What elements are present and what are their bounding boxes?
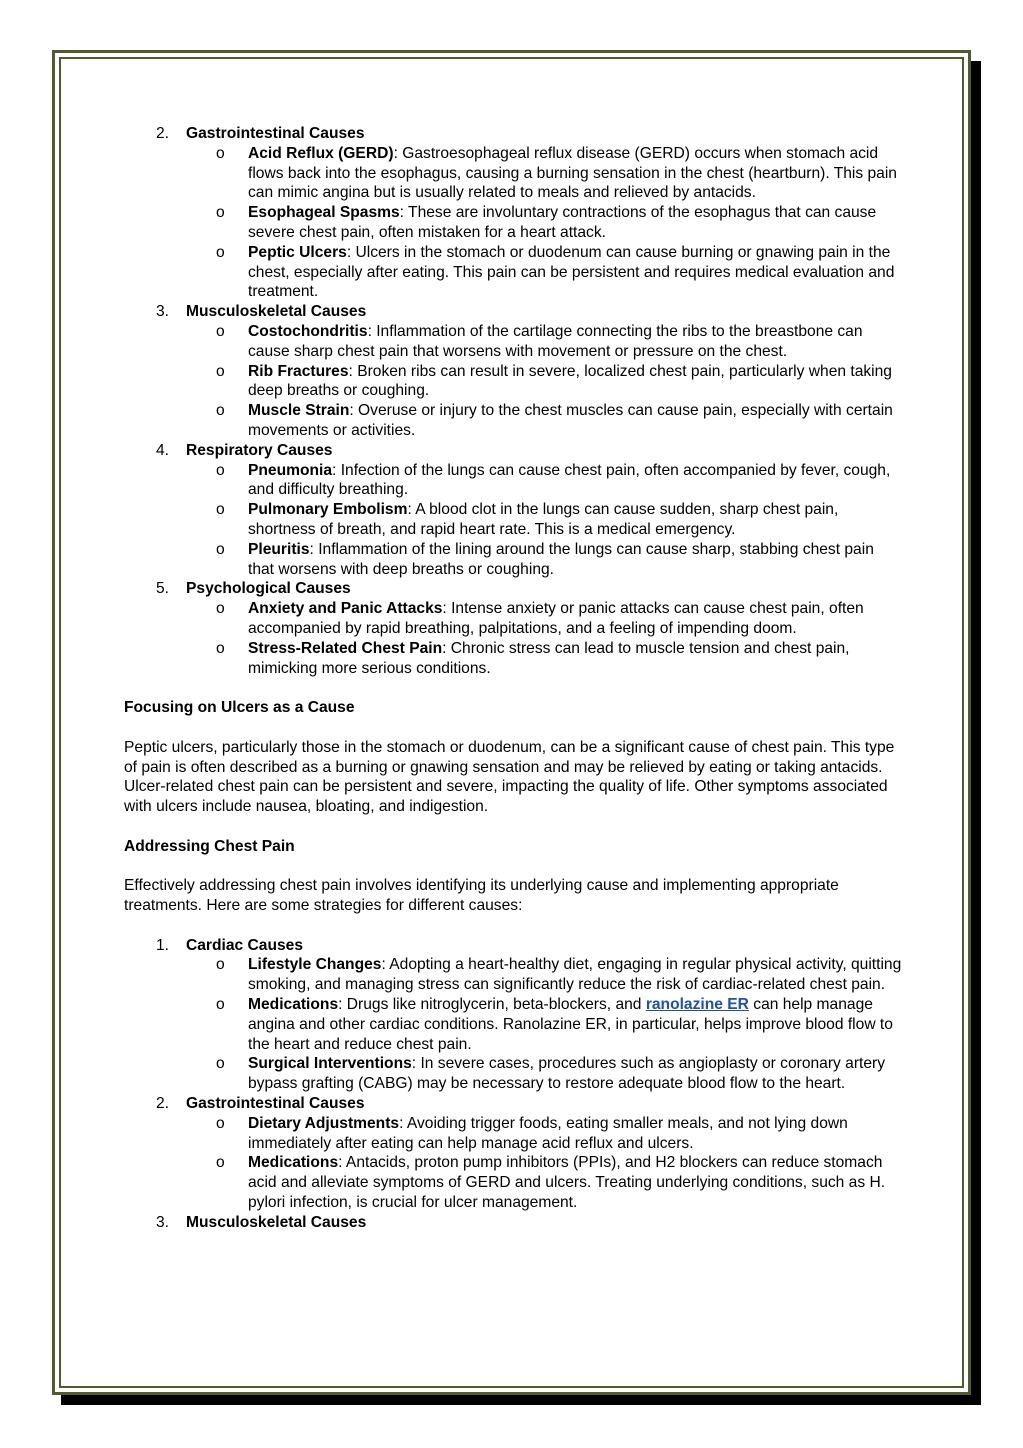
bullet-term: Costochondritis bbox=[248, 322, 368, 340]
list-item bbox=[124, 124, 904, 144]
list-item-title: Musculoskeletal Causes bbox=[186, 303, 367, 321]
bullet-text: : Ulcers in the stomach or duodenum can cause burning or gnawing pain in the chest, especially after eating. This pain can be persistent and requires medical evaluation and treatment. bbox=[248, 243, 895, 301]
bullet-term: Anxiety and Panic Attacks bbox=[248, 600, 443, 618]
addressing-paragraph: Effectively addressing chest pain involves identifying its underlying cause and implementing appropriate treatments. Here are some strategies for different causes: bbox=[124, 877, 839, 915]
bullet-text: : A blood clot in the lungs can cause sudden, sharp chest pain, shortness of breath, and rapid heart rate. This is a medical emergency. bbox=[248, 501, 839, 538]
spacer bbox=[124, 916, 904, 936]
bullet-symbol: o bbox=[216, 1154, 225, 1172]
bullet-item bbox=[124, 401, 904, 441]
list-item bbox=[124, 1094, 904, 1114]
strategies-list bbox=[124, 936, 904, 1233]
bullet-symbol: o bbox=[216, 144, 225, 162]
list-item bbox=[124, 579, 904, 599]
list-item-title: Gastrointestinal Causes bbox=[186, 125, 365, 142]
bullet-symbol: o bbox=[216, 501, 225, 519]
bullet-item bbox=[124, 362, 904, 402]
spacer bbox=[124, 817, 904, 837]
list-item bbox=[124, 441, 904, 461]
bullet-symbol: o bbox=[216, 1055, 225, 1073]
bullet-text: : Inflammation of the lining around the lungs can cause sharp, stabbing chest pain that worsens with deep breaths or coughing. bbox=[248, 540, 874, 578]
spacer bbox=[124, 678, 904, 698]
section-heading-addressing: Addressing Chest Pain bbox=[124, 837, 295, 855]
bullet-text: : Adopting a heart-healthy diet, engaging in regular physical activity, quitting smoking, and managing stress can significantly reduce the risk of cardiac-related chest pain. bbox=[248, 956, 902, 994]
bullet-term: Pneumonia bbox=[248, 461, 333, 479]
bullet-term: Peptic Ulcers bbox=[248, 243, 347, 261]
bullet-text: : Intense anxiety or panic attacks can cause chest pain, often accompanied by rapid breathing, palpitations, and a feeling of impending doom. bbox=[248, 600, 864, 637]
bullet-item bbox=[124, 1114, 904, 1154]
bullet-item bbox=[124, 599, 904, 639]
bullet-item bbox=[124, 500, 904, 540]
bullet-item bbox=[124, 243, 904, 302]
bullet-item bbox=[124, 995, 904, 1054]
spacer bbox=[124, 856, 904, 876]
list-number: 1. bbox=[156, 936, 170, 954]
bullet-item bbox=[124, 955, 904, 995]
list-number: 2. bbox=[156, 1095, 170, 1113]
bullet-text: : In severe cases, procedures such as angioplasty or coronary artery bypass grafting (CABG) may be necessary to restore adequate blood flow to the heart. bbox=[248, 1055, 886, 1093]
section-heading-ulcers: Focusing on Ulcers as a Cause bbox=[124, 699, 355, 717]
bullet-term: Stress-Related Chest Pain bbox=[248, 639, 443, 657]
list-item-title: Cardiac Causes bbox=[186, 936, 304, 954]
bullet-symbol: o bbox=[216, 461, 225, 479]
bullet-term: Acid Reflux (GERD) bbox=[248, 144, 394, 162]
bullet-text: can help manage angina and other cardiac conditions. Ranolazine ER, in particular, helps improve blood flow to the heart and reduce chest pain. bbox=[248, 996, 893, 1053]
list-number: 5. bbox=[156, 580, 170, 598]
ranolazine-link[interactable]: ranolazine ER bbox=[645, 996, 749, 1014]
list-item-title: Respiratory Causes bbox=[186, 441, 333, 459]
bullet-term: Esophageal Spasms bbox=[248, 204, 400, 222]
document-body bbox=[124, 124, 904, 1233]
bullet-text: : Broken ribs can result in severe, localized chest pain, particularly when taking deep breaths or coughing. bbox=[248, 362, 892, 400]
bullet-text: : Gastroesophageal reflux disease (GERD) occurs when stomach acid flows back into the esophagus, causing a burning sensation in the chest (heartburn). This pain can mimic angina but is usually related to meals and relieved by antacids. bbox=[248, 144, 897, 202]
bullet-symbol: o bbox=[216, 540, 225, 558]
bullet-term: Muscle Strain bbox=[248, 402, 350, 420]
list-number: 3. bbox=[156, 303, 170, 321]
bullet-term: Medications bbox=[248, 996, 339, 1014]
list-number: 2. bbox=[156, 125, 170, 142]
bullet-term: Medications bbox=[248, 1154, 339, 1172]
bullet-symbol: o bbox=[216, 362, 225, 380]
bullet-text: : These are involuntary contractions of the esophagus that can cause severe chest pain, often mistaken for a heart attack. bbox=[248, 204, 877, 241]
list-item-title: Gastrointestinal Causes bbox=[186, 1095, 365, 1113]
bullet-item bbox=[124, 461, 904, 501]
list-number: 4. bbox=[156, 441, 170, 459]
bullet-item bbox=[124, 1153, 904, 1212]
bullet-symbol: o bbox=[216, 996, 225, 1014]
bullet-symbol: o bbox=[216, 243, 225, 261]
ulcers-paragraph: Peptic ulcers, particularly those in the stomach or duodenum, can be a significant cause of chest pain. This type of pain is often described as a burning or gnawing sensation and may be relieved by eating or taking antacids. Ulcer-related chest pain can be persistent and severe, impacting the quality of life. Other symptoms associated with ulcers include nausea, bloating, and indigestion. bbox=[124, 738, 895, 816]
causes-list bbox=[124, 124, 904, 678]
bullet-term: Pulmonary Embolism bbox=[248, 501, 408, 519]
bullet-symbol: o bbox=[216, 204, 225, 222]
bullet-symbol: o bbox=[216, 600, 225, 618]
bullet-text: : Avoiding trigger foods, eating smaller meals, and not lying down immediately after eating can help manage acid reflux and ulcers. bbox=[248, 1114, 848, 1152]
bullet-term: Rib Fractures bbox=[248, 362, 349, 380]
bullet-item bbox=[124, 1054, 904, 1094]
bullet-term: Dietary Adjustments bbox=[248, 1114, 400, 1132]
bullet-term: Surgical Interventions bbox=[248, 1055, 412, 1073]
bullet-symbol: o bbox=[216, 322, 225, 340]
bullet-symbol: o bbox=[216, 402, 225, 420]
list-item-title: Musculoskeletal Causes bbox=[186, 1213, 367, 1231]
list-item bbox=[124, 936, 904, 956]
bullet-term: Pleuritis bbox=[248, 540, 310, 558]
bullet-text: : Infection of the lungs can cause chest pain, often accompanied by fever, cough, and difficulty breathing. bbox=[248, 461, 891, 499]
bullet-symbol: o bbox=[216, 639, 225, 657]
bullet-symbol: o bbox=[216, 956, 225, 974]
bullet-symbol: o bbox=[216, 1114, 225, 1132]
bullet-text: : Chronic stress can lead to muscle tension and chest pain, mimicking more serious conditions. bbox=[248, 639, 850, 677]
bullet-term: Lifestyle Changes bbox=[248, 956, 382, 974]
list-number: 3. bbox=[156, 1213, 170, 1231]
bullet-text: : Drugs like nitroglycerin, beta-blockers, and bbox=[338, 996, 646, 1014]
bullet-text: : Antacids, proton pump inhibitors (PPIs), and H2 blockers can reduce stomach acid and alleviate symptoms of GERD and ulcers. Treating underlying conditions, such as H. pylori infection, is crucial for ulcer management. bbox=[248, 1154, 886, 1212]
list-item bbox=[124, 302, 904, 322]
bullet-item bbox=[124, 322, 904, 362]
list-item-title: Psychological Causes bbox=[186, 580, 351, 598]
bullet-item bbox=[124, 639, 904, 679]
list-item bbox=[124, 1213, 904, 1233]
spacer bbox=[124, 718, 904, 738]
bullet-item bbox=[124, 540, 904, 580]
bullet-item bbox=[124, 203, 904, 243]
bullet-item bbox=[124, 144, 904, 203]
bullet-text: : Inflammation of the cartilage connecting the ribs to the breastbone can cause sharp chest pain that worsens with movement or pressure on the chest. bbox=[248, 322, 863, 360]
bullet-text: : Overuse or injury to the chest muscles can cause pain, especially with certain movements or activities. bbox=[248, 402, 893, 439]
